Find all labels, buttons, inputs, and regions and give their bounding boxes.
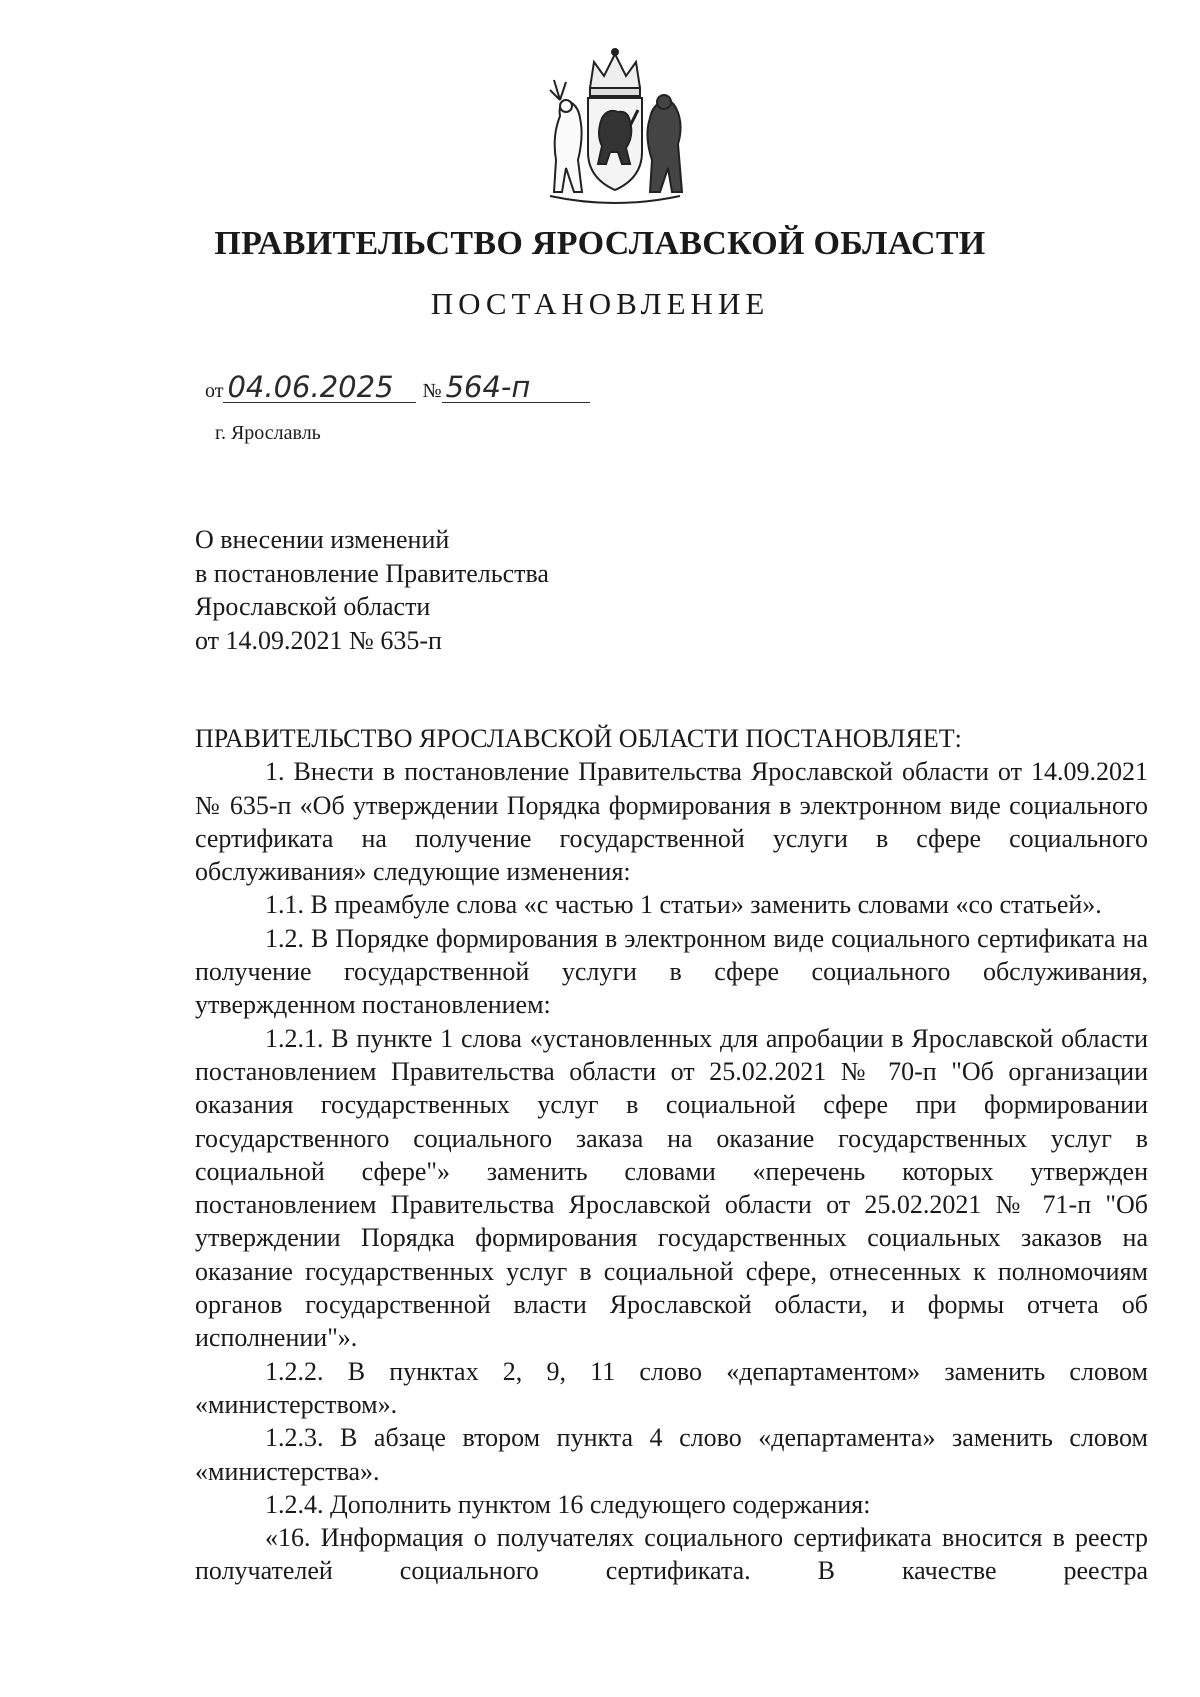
subject-line: в постановление Правительства: [195, 558, 549, 588]
handwritten-date: 04.06.2025: [223, 372, 416, 403]
paragraph-1-2-3: 1.2.3. В абзаце втором пункта 4 слово «департамента» заменить словом «министерства».: [195, 1423, 1148, 1486]
subject-block: [195, 523, 549, 657]
paragraph-1: 1. Внести в постановление Правительства Ярославской области от 14.09.2021 № 635-п «Об утверждении Порядка формирования в электронном виде социального сертификата на получение государственной услуги в сфере социального обслуживания» следующие изменения:: [195, 757, 1148, 887]
resolution-body: [195, 722, 1148, 1588]
number-prefix: №: [422, 380, 442, 403]
subject-line: от 14.09.2021 № 635-п: [195, 625, 442, 655]
organization-title: ПРАВИТЕЛЬСТВО ЯРОСЛАВСКОЙ ОБЛАСТИ: [214, 225, 986, 262]
paragraph-1-2-2: 1.2.2. В пунктах 2, 9, 11 слово «департаментом» заменить словом «министерством».: [195, 1356, 1148, 1419]
paragraph-1-2-4: 1.2.4. Дополнить пунктом 16 следующего содержания:: [265, 1489, 871, 1519]
date-number-line: [205, 372, 590, 403]
subject-line: О внесении изменений: [195, 525, 450, 554]
city: г. Ярославль: [215, 422, 321, 444]
paragraph-1-1: 1.1. В преамбуле слова «с частью 1 статьи» заменить словами «со статьей».: [265, 890, 1102, 920]
coat-of-arms-icon: [530, 40, 700, 210]
resolution-lead: ПРАВИТЕЛЬСТВО ЯРОСЛАВСКОЙ ОБЛАСТИ ПОСТАНОВЛЯЕТ:: [195, 724, 962, 753]
paragraph-16-quote: «16. Информация о получателях социального сертификата вносится в реестр получателей социального сертификата. В качестве реестра: [195, 1523, 1148, 1586]
paragraph-1-2: 1.2. В Порядке формирования в электронном виде социального сертификата на получение государственной услуги в сфере социального обслуживания, утвержденном постановлением:: [195, 923, 1148, 1020]
date-prefix: от: [205, 380, 224, 403]
document-type: ПОСТАНОВЛЕНИЕ: [430, 286, 770, 321]
subject-line: Ярославской области: [195, 592, 431, 621]
paragraph-1-2-1: 1.2.1. В пункте 1 слова «установленных для апробации в Ярославской области постановлением Правительства области от 25.02.2021 № 70-п "Об организации оказания государственных услуг в социальной сфере при формировании государственного социального заказа на оказание государственных услуг в социальной сфере"» заменить словами «перечень которых утвержден постановлением Правительства Ярославской области от 25.02.2021 № 71-п "Об утверждении Порядка формирования государственных социальных заказов на оказание государственных услуг в социальной сфере, отнесенных к полномочиям органов государственной власти Ярославской области, и формы отчета об исполнении"».: [195, 1023, 1148, 1353]
handwritten-number: 564-п: [442, 372, 590, 403]
